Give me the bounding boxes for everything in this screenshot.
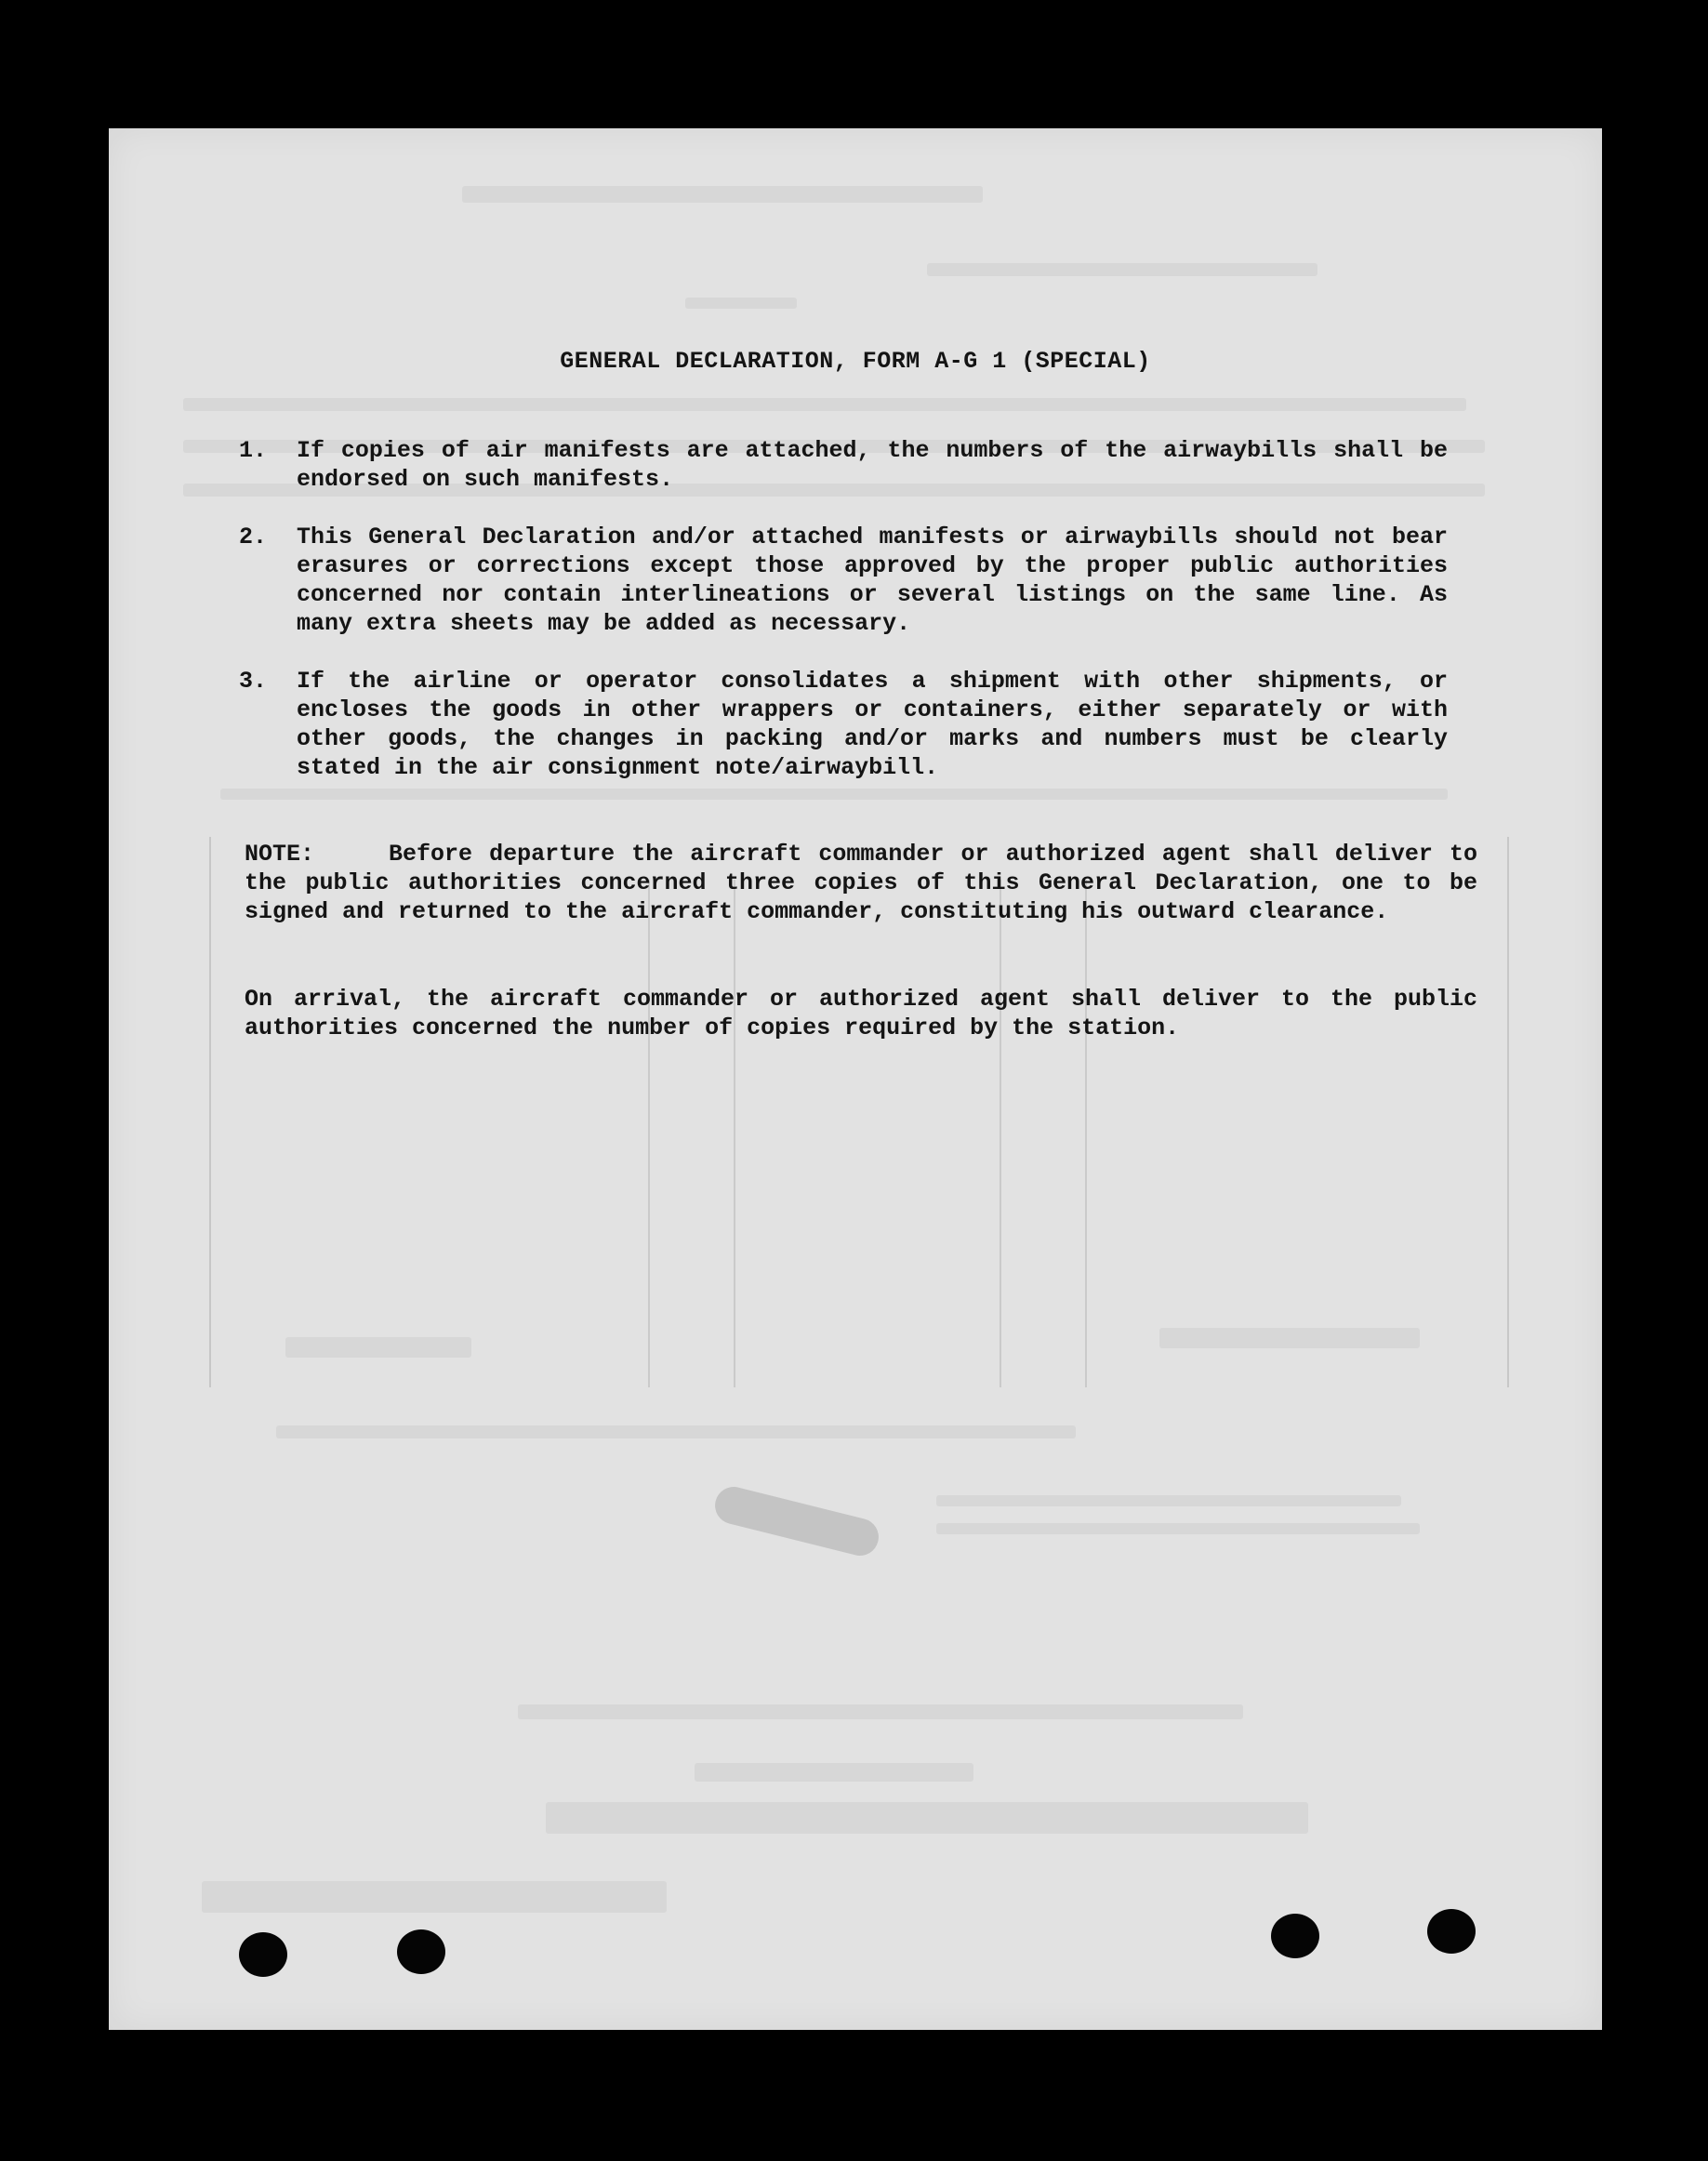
bleed-through-column-line	[1000, 880, 1001, 1387]
punch-hole	[1271, 1914, 1319, 1958]
note-paragraph	[245, 840, 1477, 926]
ink-smudge	[711, 1483, 882, 1559]
list-item	[239, 667, 1448, 782]
item-text: If copies of air manifests are attached, the numbers of the airwaybills shall be endorsed on such manifests.	[297, 437, 1448, 493]
item-text: If the airline or operator consolidates a shipment with other shipments, or encloses the goods in other wrappers or containers, either separately or with other goods, the changes in packing and/or marks and numbers must be clearly stated in the air consignment note/airwaybill.	[297, 668, 1448, 781]
bleed-through-mark	[685, 298, 797, 309]
list-item	[239, 436, 1448, 494]
bleed-through-mark	[276, 1425, 1076, 1438]
bleed-through-mark	[936, 1523, 1420, 1534]
bleed-through-mark	[546, 1802, 1308, 1834]
bleed-through-column-line	[1085, 880, 1087, 1387]
punch-hole	[1427, 1909, 1476, 1954]
bleed-through-mark	[183, 398, 1466, 411]
bleed-through-column-line	[648, 880, 650, 1387]
bleed-through-mark	[518, 1704, 1243, 1719]
punch-hole	[239, 1932, 287, 1977]
arrival-paragraph: On arrival, the aircraft commander or authorized agent shall deliver to the public authorities concerned the number of copies required by the station.	[245, 986, 1477, 1041]
item-text: This General Declaration and/or attached manifests or airwaybills should not bear erasures or corrections except those approved by the proper public authorities concerned nor contain interlineations or several listings on the same line. As many extra sheets may be added as necessary.	[297, 524, 1448, 637]
page-title: GENERAL DECLARATION, FORM A-G 1 (SPECIAL)	[560, 348, 1151, 375]
note-label: NOTE:	[245, 841, 315, 868]
bleed-through-mark	[927, 263, 1317, 276]
bleed-through-mark	[462, 186, 983, 203]
item-number: 1.	[239, 437, 268, 464]
document-page	[109, 128, 1602, 2030]
bleed-through-mark	[220, 789, 1448, 800]
bleed-through-mark	[936, 1495, 1401, 1506]
list-item	[239, 523, 1448, 638]
note-text: Before departure the aircraft commander or authorized agent shall deliver to the public authorities concerned three copies of this General Declaration, one to be signed and returned to the aircraft commander, constituting his outward clearance.	[245, 841, 1477, 925]
bleed-through-column-line	[734, 880, 735, 1387]
item-number: 2.	[239, 524, 268, 550]
bleed-through-mark	[202, 1881, 667, 1913]
punch-hole	[397, 1929, 445, 1974]
item-number: 3.	[239, 668, 268, 695]
bleed-through-mark	[695, 1763, 973, 1782]
